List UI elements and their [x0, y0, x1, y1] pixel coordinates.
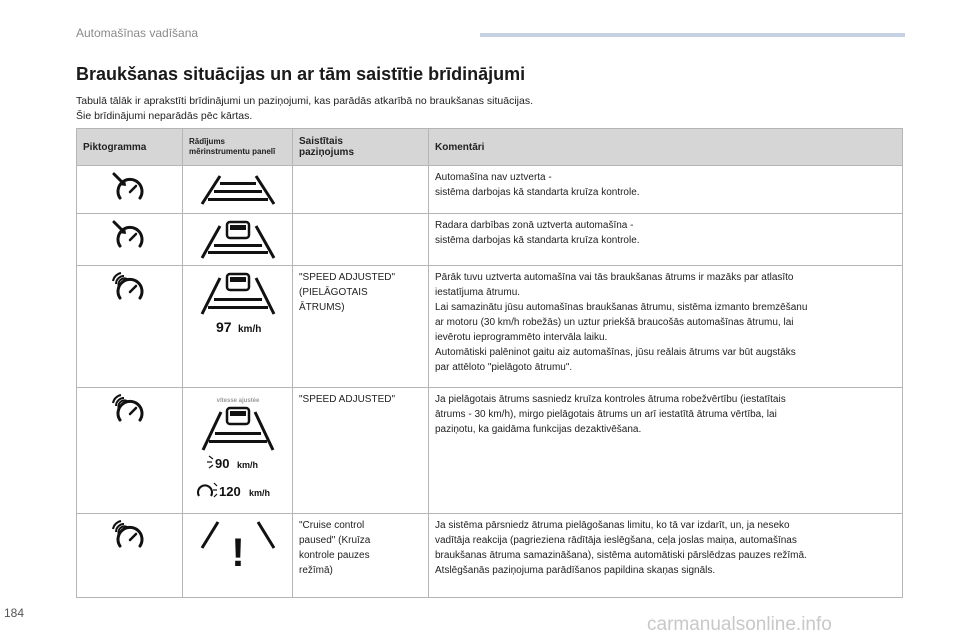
display-unit-set: km/h [248, 488, 270, 498]
header-display [183, 129, 293, 166]
table-row [77, 388, 903, 514]
comment-text: Ja sistēma pārsniedz ātruma pielāgošanas limitu, ko tā var izdarīt, un, ja neseko vadītāja reakcija (pagrieziena rādītāja ieslēgšana, ceļa joslas maiņa, automašīnas braukšanas ātruma samazināšana), sistēma automātiski pārslēdzas pauzes režīmā. Atslēgšanās paziņojuma parādīšanos papildina skaņas signāls. [435, 520, 807, 576]
display-cell [183, 388, 293, 514]
display-caption: vitesse ajustée [216, 398, 259, 404]
comment-text: Pārāk tuvu uztverta automašīna vai tās braukšanas ātrums ir mazāks par atlasīto iestatījuma ātrumu. Lai samazinātu jūsu automašīnas braukšanas ātrumu, sistēma izmanto bremzēšanu ar motoru (30 km/h robežās) un uztur priekšā braucošās automašīnas ātrumu, lai ievērotu ieprogrammēto intervāla laiku. Automātiski palēninot gaitu aiz automašīnas, jūsu reālais ātrums var būt augstāks par attēloto "pielāgoto ātrumu". [435, 272, 808, 373]
table-row [77, 266, 903, 388]
road-car-blinking-speed-icon [195, 392, 281, 504]
message-text: "Cruise control paused" (Kruīza kontrole pauzes režīmā) [299, 520, 371, 576]
road-car-icon [198, 218, 278, 260]
message-cell [293, 266, 429, 388]
message-text: "SPEED ADJUSTED" (PIELĀGOTAIS ĀTRUMS) [299, 272, 396, 313]
warning-symbol: ! [230, 531, 245, 570]
header-message-line2: paziņojums [299, 147, 355, 158]
intro-line: Tabulā tālāk ir aprakstīti brīdinājumi un paziņojumi, kas parādās atkarībā no braukšanas situācijas. [76, 95, 533, 107]
pictogram-cell [77, 514, 183, 598]
header-message [293, 129, 429, 166]
display-cell [183, 266, 293, 388]
comment-text: Ja pielāgotais ātrums sasniedz kruīza kontroles ātruma robežvērtību (iestatītais ātrums - 30 km/h), mirgo pielāgotais ātrums un arī iestatītā ātruma vērtība, lai paziņotu, ka gaidāma funkcijas dezaktivēšana. [435, 394, 786, 435]
table-header-row [77, 129, 903, 166]
message-cell [293, 514, 429, 598]
display-unit: km/h [236, 460, 258, 470]
header-display-line2: mērinstrumentu panelī [189, 147, 276, 156]
display-speed: 90 [214, 456, 229, 471]
comment-cell [429, 514, 903, 598]
header-display-line1: Rādījums [189, 137, 226, 146]
speedometer-arrow-icon [110, 170, 150, 206]
message-cell [293, 214, 429, 266]
display-unit: km/h [237, 324, 261, 335]
intro-line: Šie brīdinājumi neparādās pēc kārtas. [76, 110, 253, 122]
comment-cell [429, 166, 903, 214]
table-row [77, 514, 903, 598]
page-title: Braukšanas situācijas un ar tām saistītie brīdinājumi [76, 64, 526, 84]
header-rule [480, 33, 905, 37]
road-lanes-icon [198, 170, 278, 206]
comment-text: Radara darbības zonā uztverta automašīna - sistēma darbojas kā standarta kruīza kontrole. [435, 220, 640, 246]
warnings-table [76, 128, 903, 598]
section-header: Automašīnas vadīšana [76, 26, 199, 40]
pictogram-cell [77, 214, 183, 266]
speedometer-radar-icon [110, 518, 150, 554]
message-cell [293, 166, 429, 214]
header-pictogram: Piktogramma [77, 129, 183, 166]
speedometer-radar-icon [110, 270, 150, 306]
comment-text: Automašīna nav uztverta - sistēma darbojas kā standarta kruīza kontrole. [435, 172, 640, 198]
comment-cell [429, 388, 903, 514]
pictogram-cell [77, 388, 183, 514]
pictogram-cell [77, 266, 183, 388]
display-speed-set: 120 [218, 484, 241, 499]
speedometer-radar-icon [110, 392, 150, 428]
message-cell [293, 388, 429, 514]
display-cell [183, 214, 293, 266]
table-row [77, 214, 903, 266]
page-number: 184 [4, 606, 25, 620]
header-comments: Komentāri [429, 129, 903, 166]
header-message-line1: Saistītais [299, 136, 343, 147]
table-row [77, 166, 903, 214]
watermark: carmanualsonline.info [647, 614, 832, 635]
comment-cell [429, 266, 903, 388]
display-speed: 97 [215, 319, 232, 335]
road-car-speed-icon [198, 270, 278, 338]
display-cell [183, 166, 293, 214]
message-text: "SPEED ADJUSTED" [299, 394, 396, 405]
comment-cell [429, 214, 903, 266]
pictogram-cell [77, 166, 183, 214]
warning-exclamation-icon [198, 518, 278, 570]
speedometer-arrow-icon [110, 218, 150, 254]
display-cell [183, 514, 293, 598]
intro-text [76, 94, 533, 124]
